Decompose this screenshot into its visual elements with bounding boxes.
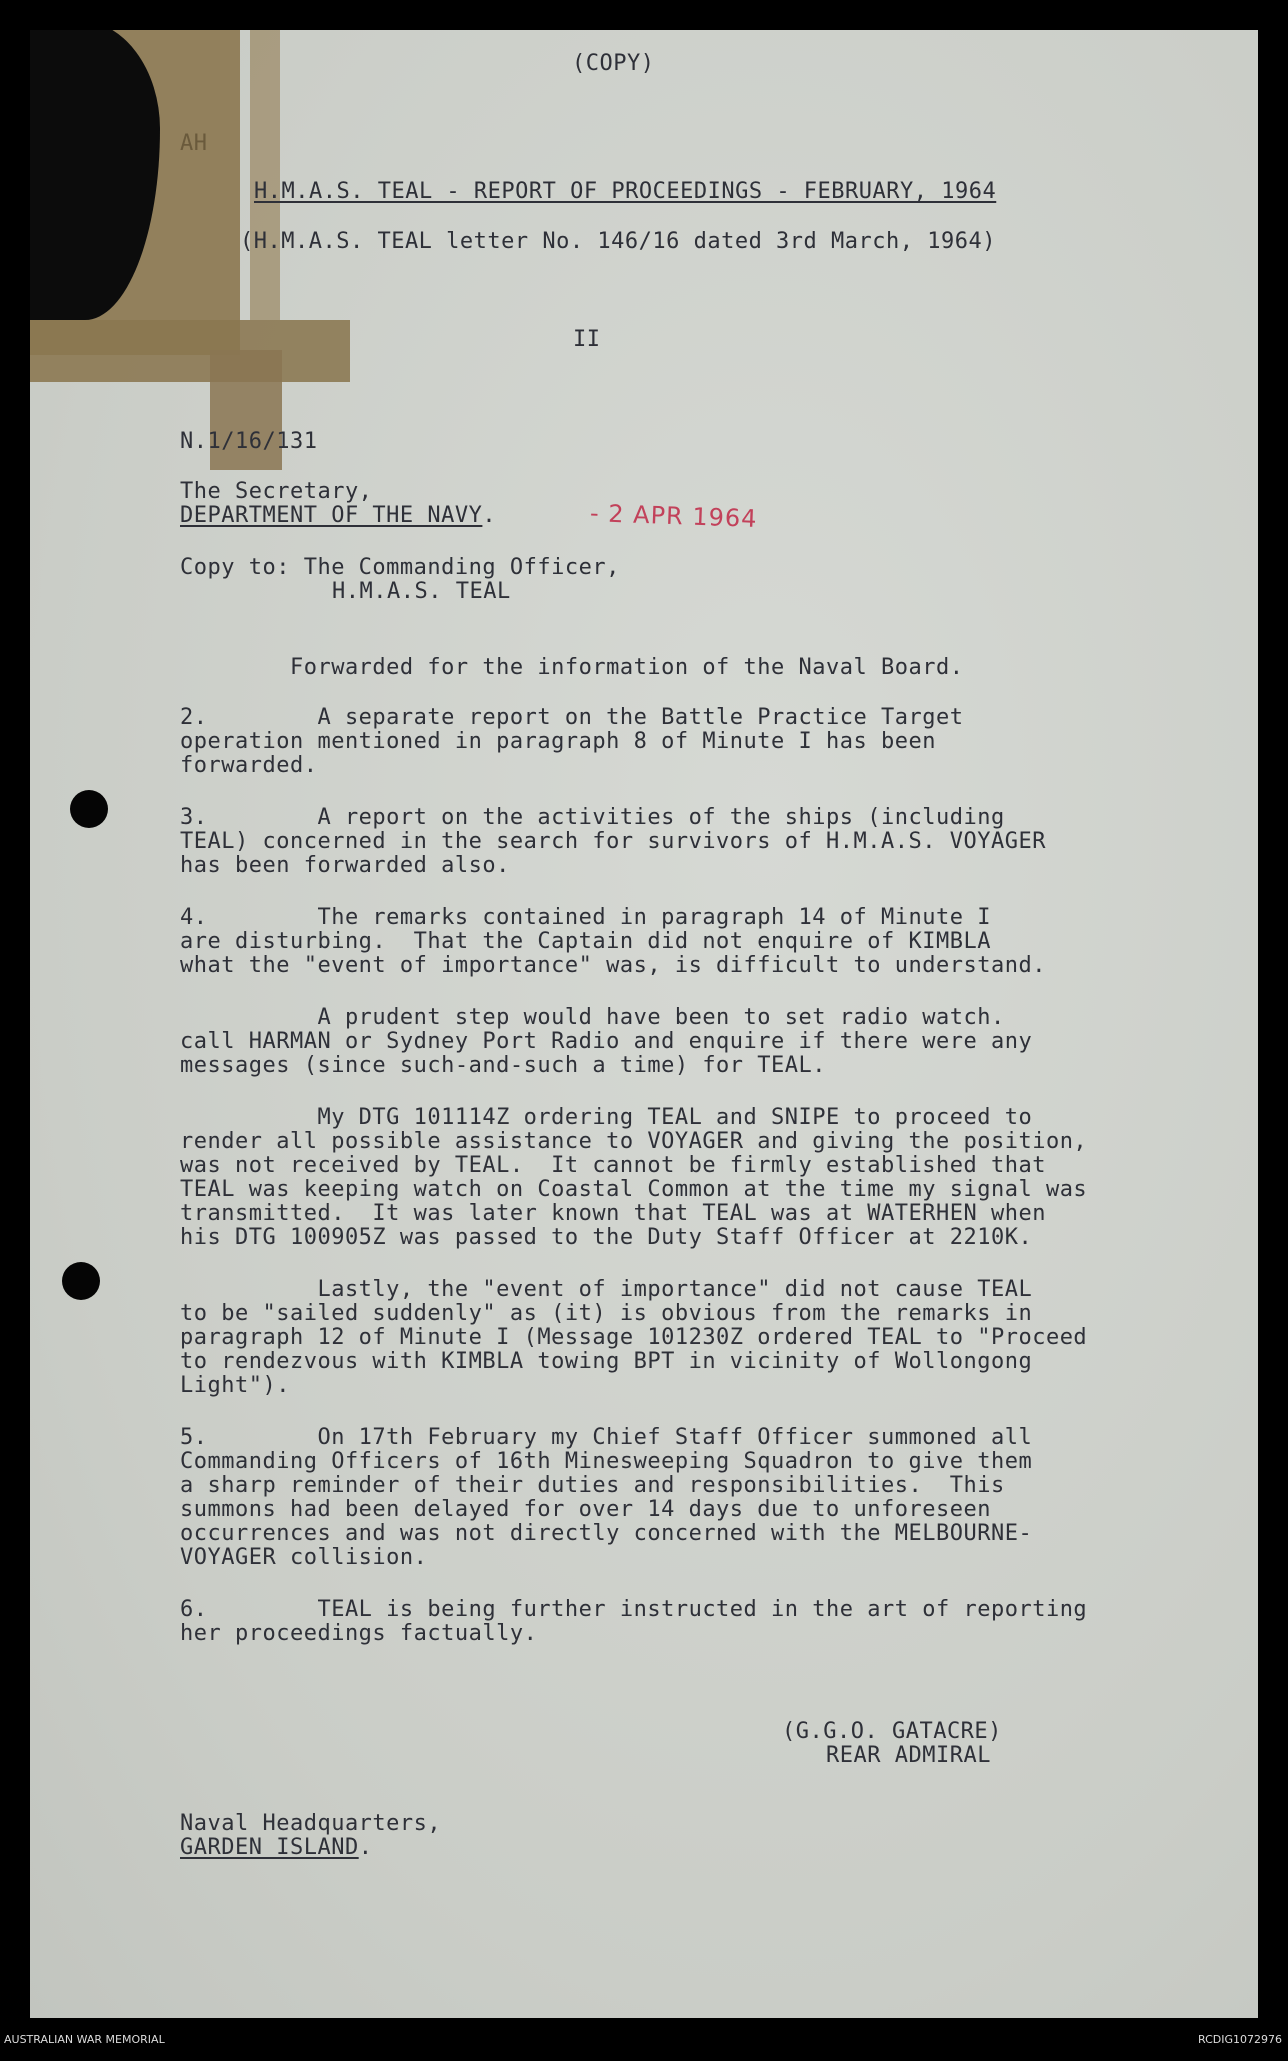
document-title: H.M.A.S. TEAL - REPORT OF PROCEEDINGS - FEBRUARY, 1964 [254, 179, 997, 204]
initials: AH [180, 131, 208, 156]
text-line: to rendezvous with KIMBLA towing BPT in vicinity of Wollongong [180, 1349, 1033, 1374]
location-island: GARDEN ISLAND. [180, 1835, 373, 1860]
text-line: a sharp reminder of their duties and responsibilities. This [180, 1473, 1005, 1498]
punch-hole [62, 1262, 100, 1300]
text-line: TEAL) concerned in the search for survivors of H.M.A.S. VOYAGER [180, 829, 1046, 854]
addressee-department: DEPARTMENT OF THE NAVY. [180, 503, 497, 528]
copy-to-line: Copy to: The Commanding Officer, [180, 555, 620, 580]
text-line: render all possible assistance to VOYAGER and giving the position, [180, 1129, 1088, 1154]
text-line: VOYAGER collision. [180, 1545, 428, 1570]
text-line: 2. A separate report on the Battle Practice Target [180, 705, 964, 730]
date-stamp: - 2 APR 1964 [589, 499, 758, 533]
tape-stain [250, 30, 280, 320]
text-line: My DTG 101114Z ordering TEAL and SNIPE to proceed to [180, 1105, 1033, 1130]
text-line: messages (since such-and-such a time) for TEAL. [180, 1053, 827, 1078]
location-line: Naval Headquarters, [180, 1811, 442, 1836]
text-line: Forwarded for the information of the Naval Board. [180, 655, 964, 680]
text-line: operation mentioned in paragraph 8 of Minute I has been [180, 729, 936, 754]
text-line: call HARMAN or Sydney Port Radio and enquire if there were any [180, 1029, 1033, 1054]
addressee-line: The Secretary, [180, 479, 373, 504]
copy-to-recipient: H.M.A.S. TEAL [332, 579, 511, 604]
text-line: forwarded. [180, 753, 318, 778]
text-line: 3. A report on the activities of the ships (including [180, 805, 1005, 830]
section-number: II [573, 327, 601, 352]
text-line: Commanding Officers of 16th Minesweeping Squadron to give them [180, 1449, 1033, 1474]
document-page [30, 30, 1258, 2018]
text-line: transmitted. It was later known that TEAL was at WATERHEN when [180, 1201, 1046, 1226]
text-line: 5. On 17th February my Chief Staff Officer summoned all [180, 1425, 1033, 1450]
text-line: occurrences and was not directly concerned with the MELBOURNE- [180, 1521, 1033, 1546]
signature-rank: REAR ADMIRAL [826, 1743, 991, 1768]
text-line: Lastly, the "event of importance" did not cause TEAL [180, 1277, 1033, 1302]
text-line: paragraph 12 of Minute I (Message 101230Z ordered TEAL to "Proceed [180, 1325, 1088, 1350]
text-line: summons had been delayed for over 14 days due to unforeseen [180, 1497, 991, 1522]
text-line: was not received by TEAL. It cannot be firmly established that [180, 1153, 1046, 1178]
text-line: to be "sailed suddenly" as (it) is obvious from the remarks in [180, 1301, 1033, 1326]
text-line: his DTG 100905Z was passed to the Duty Staff Officer at 2210K. [180, 1225, 1033, 1250]
text-line: 6. TEAL is being further instructed in the art of reporting [180, 1597, 1088, 1622]
archive-credit: AUSTRALIAN WAR MEMORIAL [4, 2033, 165, 2046]
archive-id: RCDIG1072976 [1197, 2033, 1282, 2046]
text-line: her proceedings factually. [180, 1621, 538, 1646]
punch-hole [70, 790, 108, 828]
text-line: TEAL was keeping watch on Coastal Common at the time my signal was [180, 1177, 1088, 1202]
text-line: A prudent step would have been to set radio watch. [180, 1005, 1005, 1030]
file-reference: N.1/16/131 [180, 429, 318, 454]
text-line: what the "event of importance" was, is difficult to understand. [180, 953, 1046, 978]
tape-stain [30, 320, 350, 382]
copy-label: (COPY) [572, 51, 655, 76]
signature-name: (G.G.O. GATACRE) [782, 1719, 1002, 1744]
text-line: has been forwarded also. [180, 853, 510, 878]
text-line: are disturbing. That the Captain did not enquire of KIMBLA [180, 929, 991, 954]
text-line: Light"). [180, 1373, 290, 1398]
document-subtitle: (H.M.A.S. TEAL letter No. 146/16 dated 3rd March, 1964) [240, 229, 996, 254]
text-line: 4. The remarks contained in paragraph 14 of Minute I [180, 905, 991, 930]
